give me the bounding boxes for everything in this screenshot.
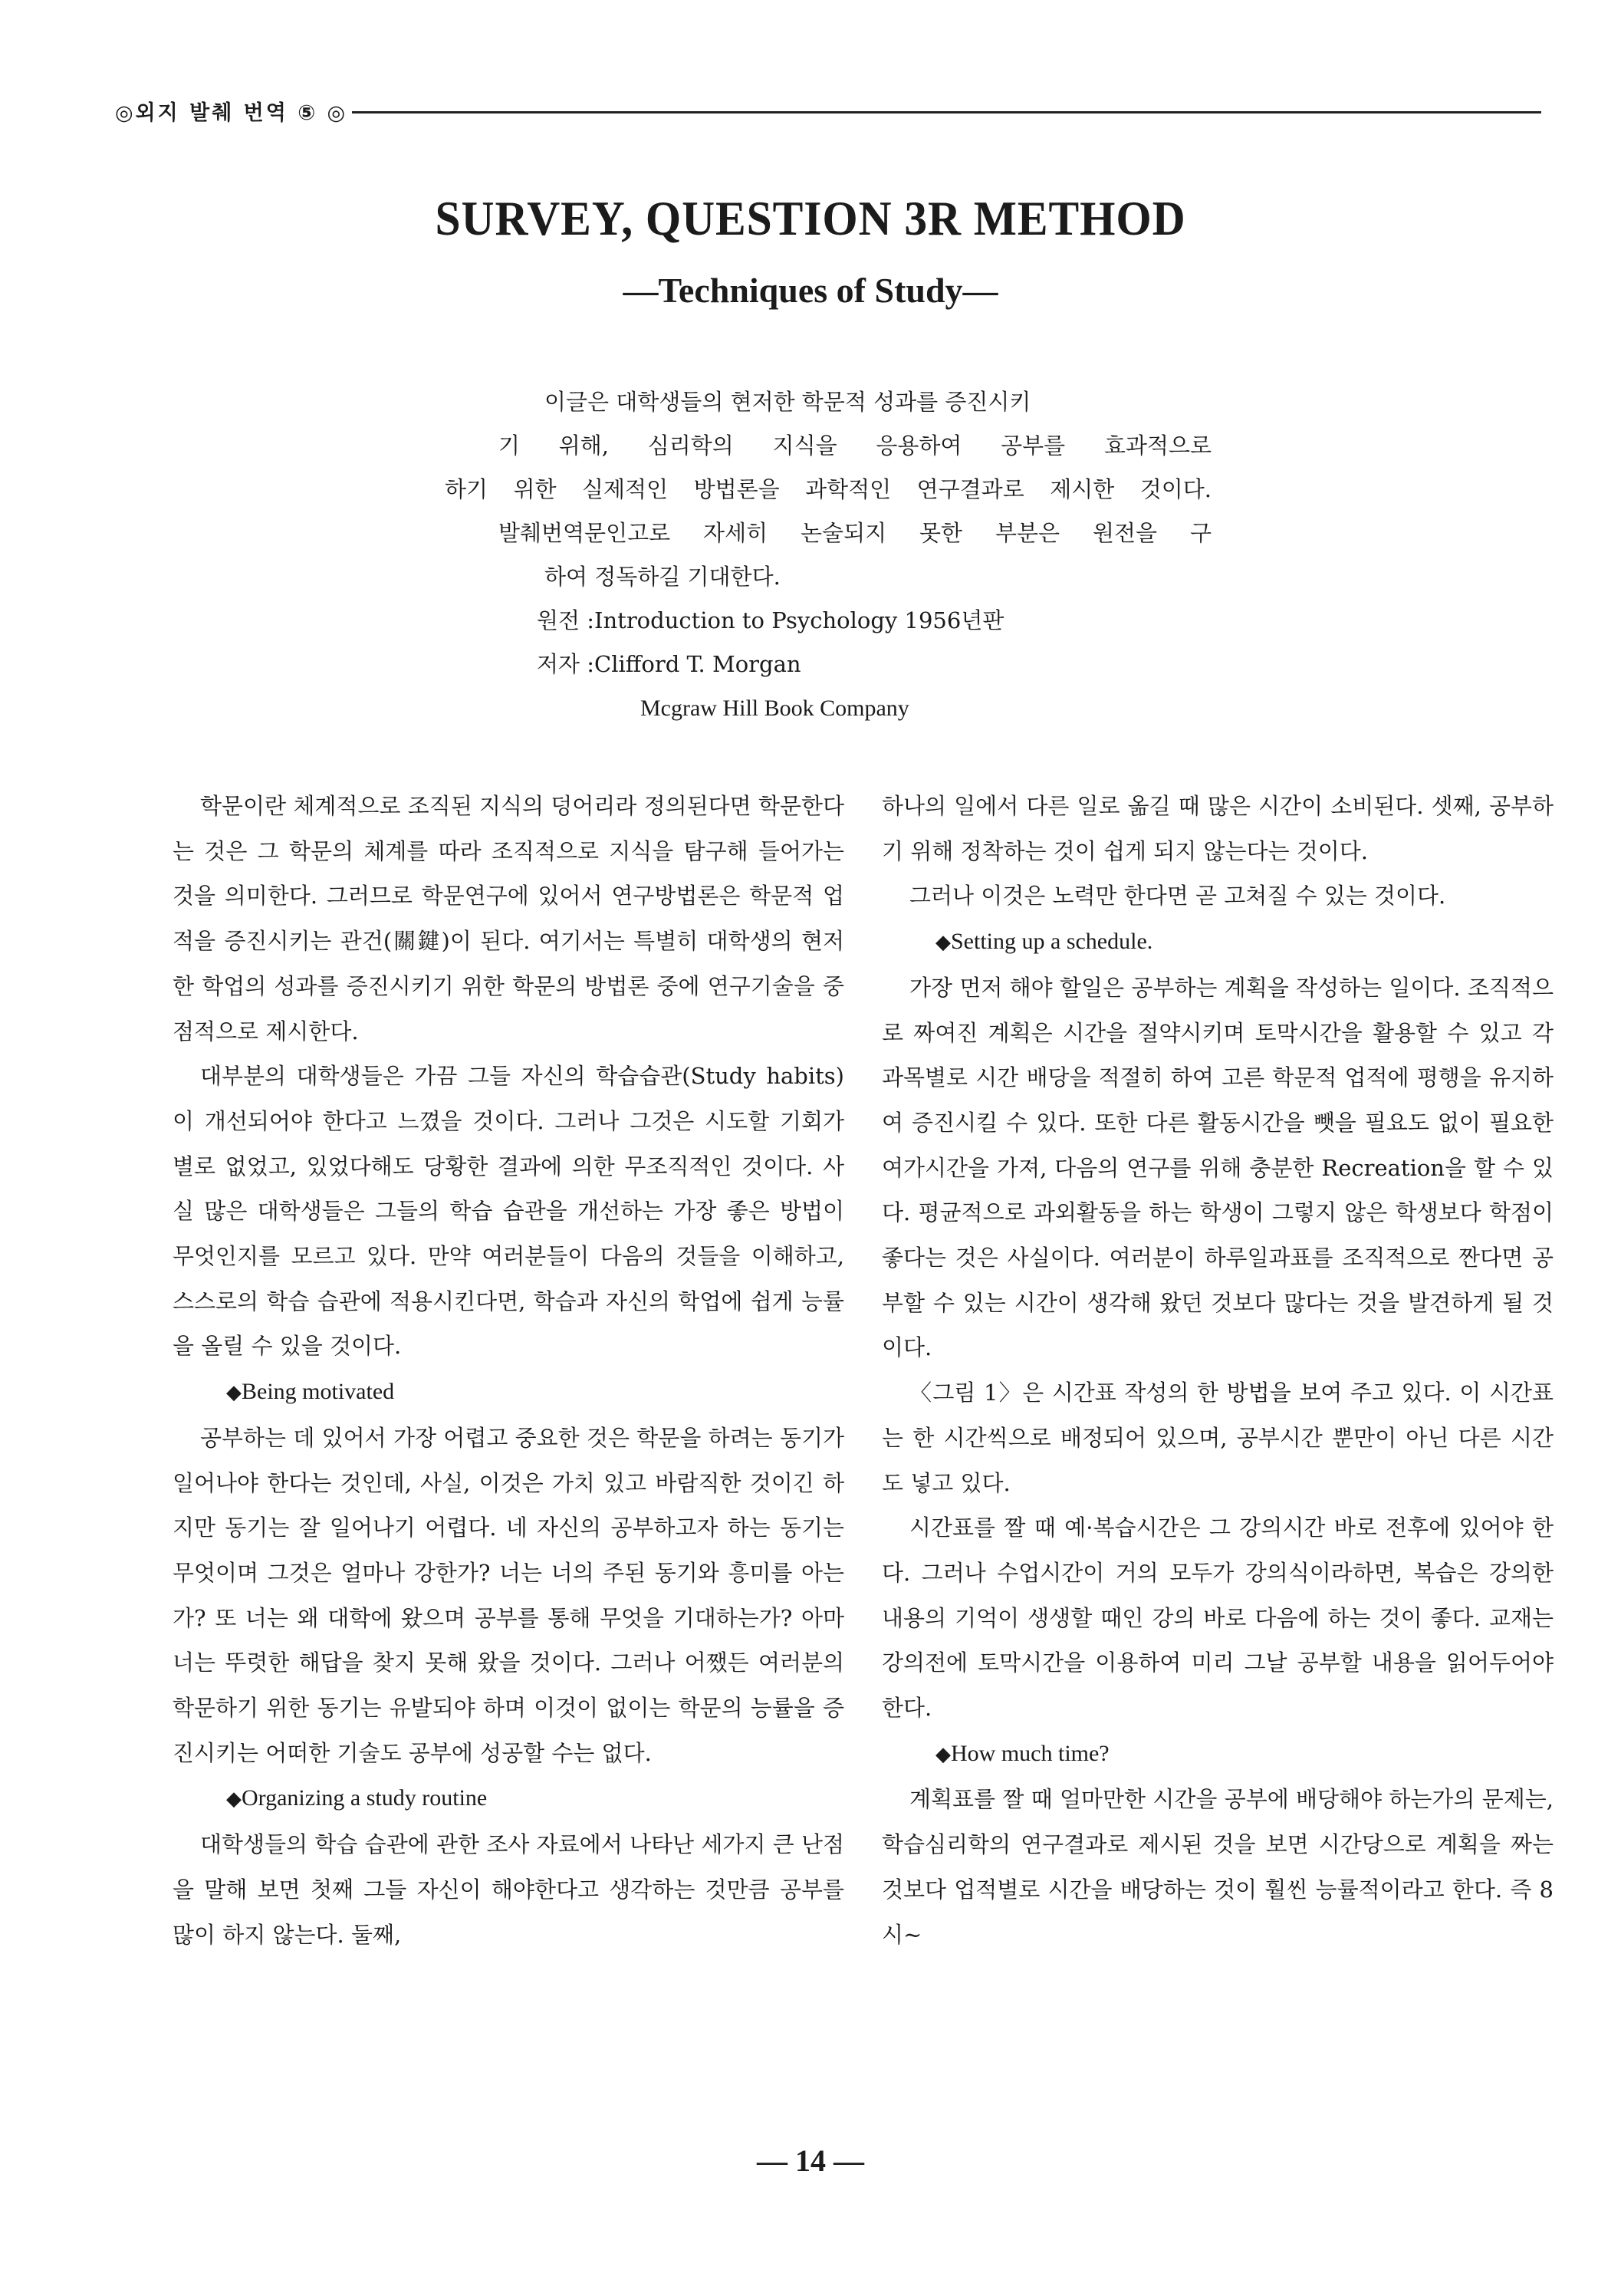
abstract-line: 하여 정독하길 기대한다. [544, 564, 781, 590]
body-paragraph: 〈그림 1〉은 시간표 작성의 한 방법을 보여 주고 있다. 이 시간표는 한 시간씩으로 배정되어 있으며, 공부시간 뿐만이 아닌 다른 시간도 넣고 있다. [882, 1380, 1554, 1496]
abstract-line: 이글은 대학생들의 현저한 학문적 성과를 증진시키 [544, 389, 1031, 415]
source-citation [445, 599, 1227, 643]
section-heading: ◆Setting up a schedule. [935, 929, 1153, 955]
body-paragraph: 공부하는 데 있어서 가장 어렵고 중요한 것은 학문을 하려는 동기가 일어나야 한다는 것인데, 사실, 이것은 가치 있고 바람직한 것이긴 하지만 동기는 잘 일어나기 어렵다. 네 자신의 공부하고자 하는 동기는 무엇이며 그것은 얼마나 강한가? 너는 너의 주된 동기와 흥미를 아는가? 또 너는 왜 대학에 왔으며 공부를 통해 무엇을 기대하는가? 아마 너는 뚜렷한 해답을 찾지 못해 왔을 것이다. 그러나 어쨌든 여러분의 학문하기 위한 동기는 유발되야 하며 이것이 없이는 학문의 능률을 증진시키는 어떠한 기술도 공부에 성공할 수는 없다. [173, 1424, 844, 1766]
abstract-line: 하기 위한 실제적인 방법론을 과학적인 연구결과로 제시한 것이다. [445, 476, 1212, 502]
article-subtitle: —Techniques of Study— [623, 271, 998, 310]
diamond-bullet-icon: ◆ [226, 1381, 242, 1405]
article-title: SURVEY, QUESTION 3R METHOD [435, 191, 1186, 245]
abstract-line: 발췌번역문인고로 자세히 논술되지 못한 부분은 원전을 구 [498, 520, 1212, 546]
series-label: ◎외지 발췌 번역 ⑤ ◎ [115, 100, 348, 125]
author-label: 저자 : [537, 651, 595, 677]
diamond-bullet-icon: ◆ [935, 931, 951, 955]
right-column [882, 784, 1554, 1957]
body-paragraph: 대부분의 대학생들은 가끔 그들 자신의 학습습관(Study habits)이 개선되어야 한다고 느꼈을 것이다. 그러나 그것은 시도할 기회가 별로 없었고, 있었다해도 당황한 결과에 의한 무조직적인 것이다. 사실 많은 대학생들은 그들의 학습 습관을 개선하는 가장 좋은 방법이 무엇인지를 모르고 있다. 만약 여러분들이 다음의 것들을 이해하고, 스스로의 학습 습관에 적용시킨다면, 학습과 자신의 학업에 쉽게 능률을 올릴 수 있을 것이다. [173, 1063, 844, 1360]
running-header [115, 95, 1541, 126]
diamond-bullet-icon: ◆ [226, 1788, 242, 1811]
author-citation [445, 643, 1227, 686]
body-paragraph: 그러나 이것은 노력만 한다면 곧 고쳐질 수 있는 것이다. [909, 883, 1446, 910]
section-heading: ◆Organizing a study routine [226, 1785, 488, 1811]
section-heading: ◆How much time? [935, 1740, 1110, 1766]
abstract [445, 380, 1227, 730]
body-paragraph: 시간표를 짤 때 예·복습시간은 그 강의시간 바로 전후에 있어야 한다. 그러나 수업시간이 거의 모두가 강의식이라하면, 복습은 강의한 내용의 기억이 생생할 때인 강의 바로 다음에 하는 것이 좋다. 교재는 강의전에 토막시간을 이용하여 미리 그날 공부할 내용을 읽어두어야 한다. [882, 1515, 1554, 1722]
body-paragraph: 하나의 일에서 다른 일로 옮길 때 많은 시간이 소비된다. 셋째, 공부하기 위해 정착하는 것이 쉽게 되지 않는다는 것이다. [882, 793, 1554, 864]
left-column [173, 784, 844, 1957]
source-value: Introduction to Psychology 1956년판 [594, 607, 1004, 633]
body-paragraph: 학문이란 체계적으로 조직된 지식의 덩어리라 정의된다면 학문한다는 것은 그 학문의 체계를 따라 조직적으로 지식을 탐구해 들어가는 것을 의미한다. 그러므로 학문연구에 있어서 연구방법론은 학문적 업적을 증진시키는 관건(關鍵)이 된다. 여기서는 특별히 대학생의 현저한 학업의 성과를 증진시키기 위한 학문의 방법론 중에 연구기술을 중점적으로 제시한다. [173, 793, 844, 1044]
author-value: Clifford T. Morgan [594, 651, 801, 677]
abstract-line: 기 위해, 심리학의 지식을 응용하여 공부를 효과적으로 [498, 433, 1212, 459]
source-label: 원전 : [537, 607, 595, 633]
publisher: Mcgraw Hill Book Company [640, 696, 909, 721]
header-rule [352, 111, 1541, 113]
body-paragraph: 가장 먼저 해야 할일은 공부하는 계획을 작성하는 일이다. 조직적으로 짜여진 계획은 시간을 절약시키며 토막시간을 활용할 수 있고 각 과목별로 시간 배당을 적절히 하여 고른 학문적 업적에 평행을 유지하여 증진시킬 수 있다. 또한 다른 활동시간을 뺏을 필요도 없이 필요한 여가시간을 가져, 다음의 연구를 위해 충분한 Recreation을 할 수 있다. 평균적으로 과외활동을 하는 학생이 그렇지 않은 학생보다 학점이 좋다는 것은 사실이다. 여러분이 하루일과표를 조직적으로 짠다면 공부할 수 있는 시간이 생각해 왔던 것보다 많다는 것을 발견하게 될 것이다. [882, 974, 1554, 1361]
section-heading: ◆Being motivated [226, 1379, 395, 1405]
page-number: — 14 — [757, 2143, 864, 2178]
body-paragraph: 계획표를 짤 때 얼마만한 시간을 공부에 배당해야 하는가의 문제는, 학습심리학의 연구결과로 제시된 것을 보면 시간당으로 계획을 짜는 것보다 업적별로 시간을 배당하는 것이 훨씬 능률적이라고 한다. 즉 8시~ [882, 1786, 1554, 1948]
diamond-bullet-icon: ◆ [935, 1742, 951, 1766]
body-paragraph: 대학생들의 학습 습관에 관한 조사 자료에서 나타난 세가지 큰 난점을 말해 보면 첫째 그들 자신이 해야한다고 생각하는 것만큼 공부를 많이 하지 않는다. 둘째, [173, 1831, 844, 1948]
